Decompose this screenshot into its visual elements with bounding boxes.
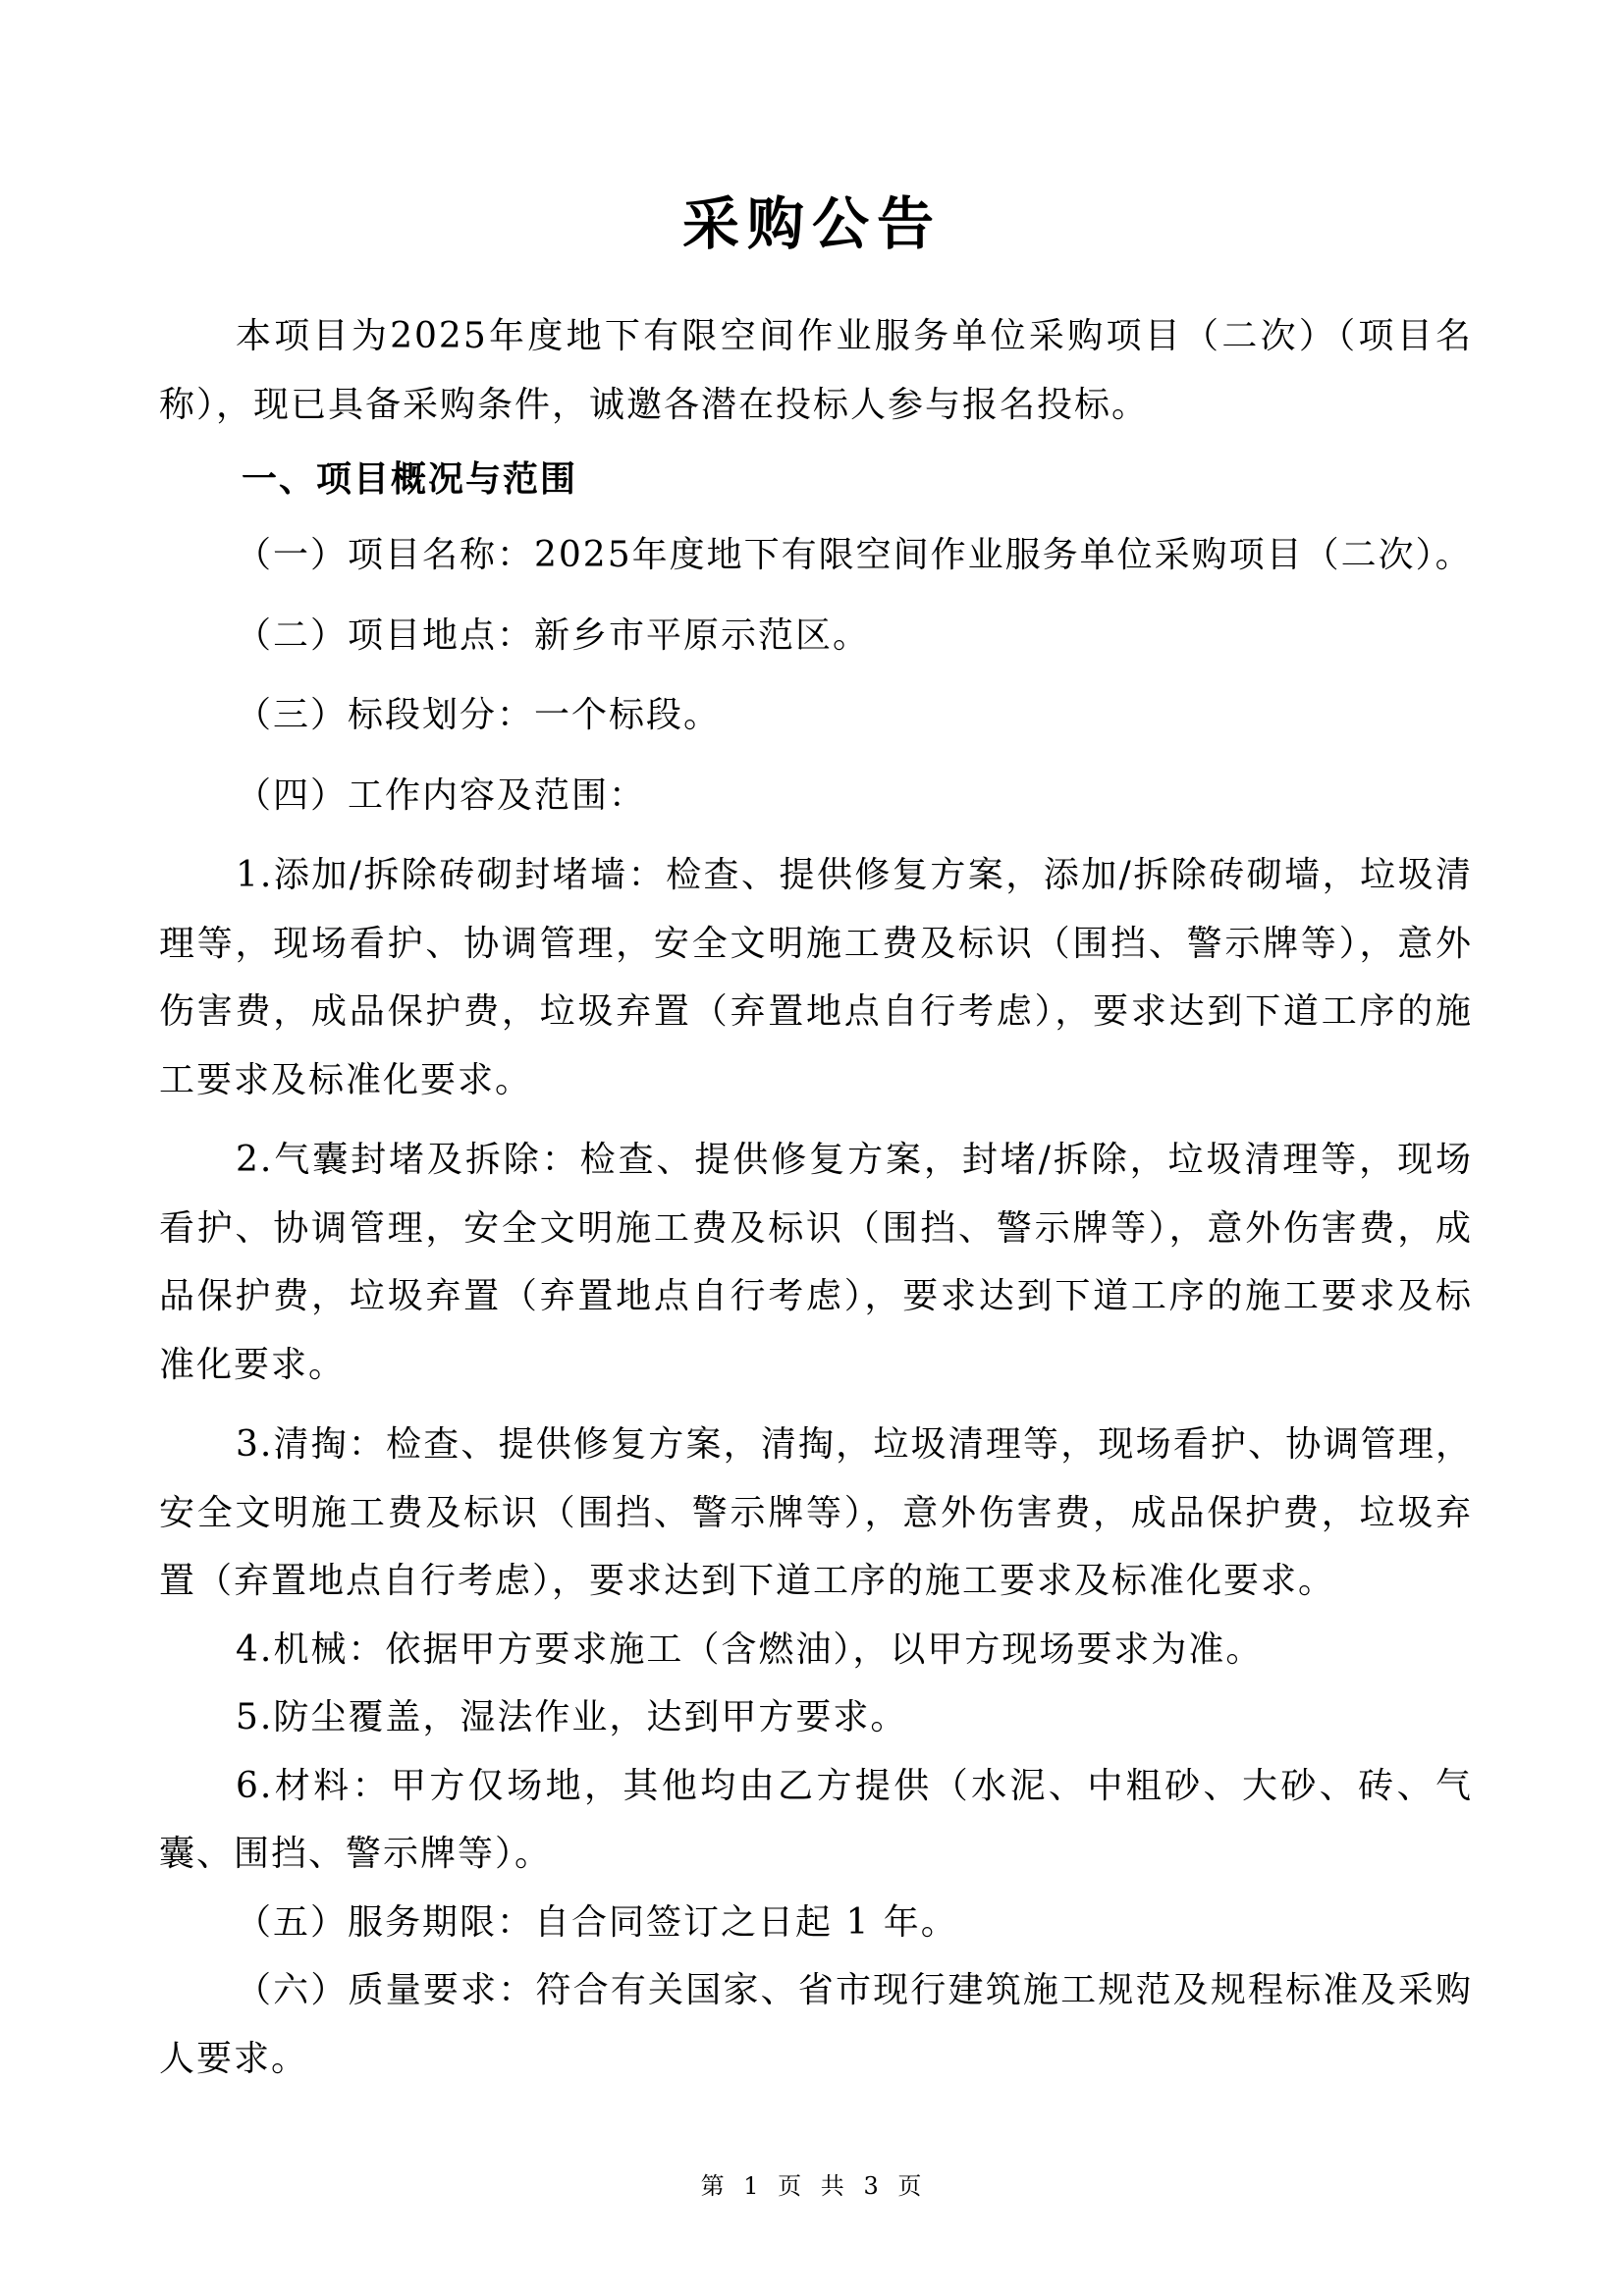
- scope-item-3: 3.清掏：检查、提供修复方案，清掏，垃圾清理等，现场看护、协调管理，安全文明施工费及标识（围挡、警示牌等），意外伤害费，成品保护费，垃圾弃置（弃置地点自行考虑），要求达到下道工序的施工要求及标准化要求。: [159, 1424, 1473, 1601]
- scope-item-5: 5.防尘覆盖，湿法作业，达到甲方要求。: [236, 1697, 908, 1737]
- item-quality-requirement: （六）质量要求：符合有关国家、省市现行建筑施工规范及规程标准及采购人要求。: [159, 1970, 1473, 2079]
- section-heading: 一、项目概况与范围: [242, 459, 578, 500]
- item-service-period: （五）服务期限：自合同签订之日起 1 年。: [236, 1901, 958, 1943]
- intro-paragraph: 本项目为2025年度地下有限空间作业服务单位采购项目（二次）（项目名称），现已具备采购条件，诚邀各潜在投标人参与报名投标。: [159, 316, 1473, 425]
- item-project-name: （一）项目名称：2025年度地下有限空间作业服务单位采购项目（二次）。: [236, 535, 1473, 575]
- item-lot-division: （三）标段划分：一个标段。: [236, 695, 722, 735]
- scope-item-4: 4.机械：依据甲方要求施工（含燃油），以甲方现场要求为准。: [236, 1629, 1264, 1670]
- page-number: 第 1 页 共 3 页: [700, 2172, 924, 2200]
- scope-item-2: 2.气囊封堵及拆除：检查、提供修复方案，封堵/拆除，垃圾清理等，现场看护、协调管理，安全文明施工费及标识（围挡、警示牌等），意外伤害费，成品保护费，垃圾弃置（弃置地点自行考虑），要求达到下道工序的施工要求及标准化要求。: [159, 1140, 1473, 1385]
- item-project-location: （二）项目地点：新乡市平原示范区。: [236, 614, 871, 656]
- document-body: [159, 302, 1473, 2093]
- item-work-scope: （四）工作内容及范围：: [236, 774, 647, 816]
- scope-item-6: 6.材料：甲方仅场地，其他均由乙方提供（水泥、中粗砂、大砂、砖、气囊、围挡、警示牌等）。: [159, 1765, 1473, 1874]
- scope-item-1: 1.添加/拆除砖砌封堵墙：检查、提供修复方案，添加/拆除砖砌墙，垃圾清理等，现场看护、协调管理，安全文明施工费及标识（围挡、警示牌等），意外伤害费，成品保护费，垃圾弃置（弃置地点自行考虑），要求达到下道工序的施工要求及标准化要求。: [159, 855, 1473, 1100]
- page-title: 采购公告: [681, 190, 942, 257]
